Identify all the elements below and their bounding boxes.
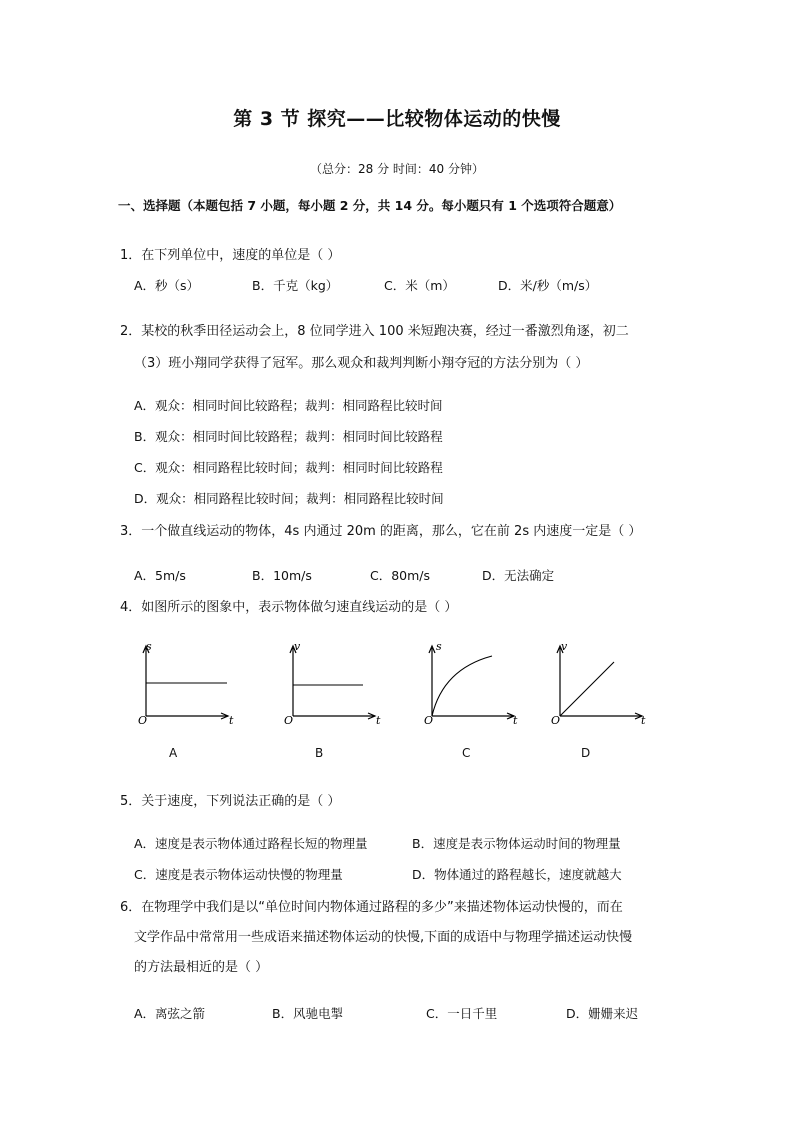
graph-d [546, 640, 646, 730]
graph-c-origin: O [424, 714, 434, 727]
graph-b-origin: O [284, 714, 294, 727]
graph-c-caption: C [462, 746, 471, 760]
graph-c-x-label: t [513, 714, 518, 727]
graph-c-curve [432, 656, 492, 716]
question-2-stem-line-2: （3）班小翔同学获得了冠军。那么观众和裁判判断小翔夺冠的方法分别为（ ） [134, 356, 589, 371]
graph-d-x-label: t [641, 714, 646, 727]
graph-d-origin: O [551, 714, 561, 727]
graph-a [132, 640, 232, 730]
graph-a-caption: A [169, 746, 178, 760]
graph-d-y-label: v [561, 640, 568, 653]
question-6-option-d: D．姗姗来迟 [566, 1006, 639, 1021]
question-2-option-b: B．观众：相同时间比较路程；裁判：相同时间比较路程 [134, 429, 443, 444]
question-5-stem: 5．关于速度，下列说法正确的是（ ） [120, 794, 341, 809]
question-5-option-b: B．速度是表示物体运动时间的物理量 [412, 836, 621, 851]
question-1-stem: 1．在下列单位中，速度的单位是（ ） [120, 248, 341, 263]
question-6-option-b: B．风驰电掣 [272, 1006, 344, 1021]
question-3-option-a: A．5m/s [134, 568, 186, 583]
graph-c [418, 640, 518, 730]
graph-b-y-label: v [294, 640, 301, 653]
graph-a-y-label: s [146, 640, 152, 653]
question-4-stem: 4．如图所示的图象中，表示物体做匀速直线运动的是（ ） [120, 600, 458, 615]
question-5-option-d: D．物体通过的路程越长，速度就越大 [412, 867, 622, 882]
question-1-option-c: C．米（m） [384, 278, 455, 293]
question-1-option-a: A．秒（s） [134, 278, 200, 293]
question-2-option-a: A．观众：相同时间比较路程；裁判：相同路程比较时间 [134, 398, 443, 413]
page-title: 第 3 节 探究——比较物体运动的快慢 [233, 108, 561, 130]
question-6-stem-line-1: 6．在物理学中我们是以“单位时间内物体通过路程的多少”来描述物体运动快慢的，而在 [120, 900, 623, 915]
graph-b [279, 640, 379, 730]
question-5-option-c: C．速度是表示物体运动快慢的物理量 [134, 867, 343, 882]
question-3-option-d: D．无法确定 [482, 568, 555, 583]
graph-a-origin: O [138, 714, 148, 727]
question-1-option-d: D．米/秒（m/s） [498, 278, 598, 293]
question-6-option-a: A．离弦之箭 [134, 1006, 206, 1021]
question-2-option-d: D．观众：相同路程比较时间；裁判：相同路程比较时间 [134, 491, 444, 506]
section-heading: 一、选择题（本题包括 7 小题，每小题 2 分，共 14 分。每小题只有 1 个选项符合题意） [118, 198, 622, 213]
question-6-stem-line-2: 文学作品中常常用一些成语来描述物体运动的快慢,下面的成语中与物理学描述运动快慢 [134, 930, 633, 945]
question-2-stem-line-1: 2．某校的秋季田径运动会上，8 位同学进入 100 米短跑决赛，经过一番激烈角逐，初二 [120, 324, 629, 339]
question-3-stem: 3．一个做直线运动的物体，4s 内通过 20m 的距离，那么，它在前 2s 内速度一定是（ ） [120, 524, 642, 539]
question-3-option-c: C．80m/s [370, 568, 431, 583]
exam-info: （总分：28 分 时间：40 分钟） [310, 162, 484, 176]
question-5-option-a: A．速度是表示物体通过路程长短的物理量 [134, 836, 368, 851]
question-3-option-b: B．10m/s [252, 568, 312, 583]
graph-b-caption: B [315, 746, 324, 760]
question-2-option-c: C．观众：相同路程比较时间；裁判：相同时间比较路程 [134, 460, 443, 475]
question-6-stem-line-3: 的方法最相近的是（ ） [134, 960, 269, 975]
graph-d-caption: D [581, 746, 591, 760]
graph-d-line [560, 662, 614, 716]
question-1-option-b: B．千克（kg） [252, 278, 339, 293]
graph-b-x-label: t [376, 714, 381, 727]
graph-a-x-label: t [229, 714, 234, 727]
graph-c-y-label: s [436, 640, 442, 653]
question-6-option-c: C．一日千里 [426, 1006, 498, 1021]
